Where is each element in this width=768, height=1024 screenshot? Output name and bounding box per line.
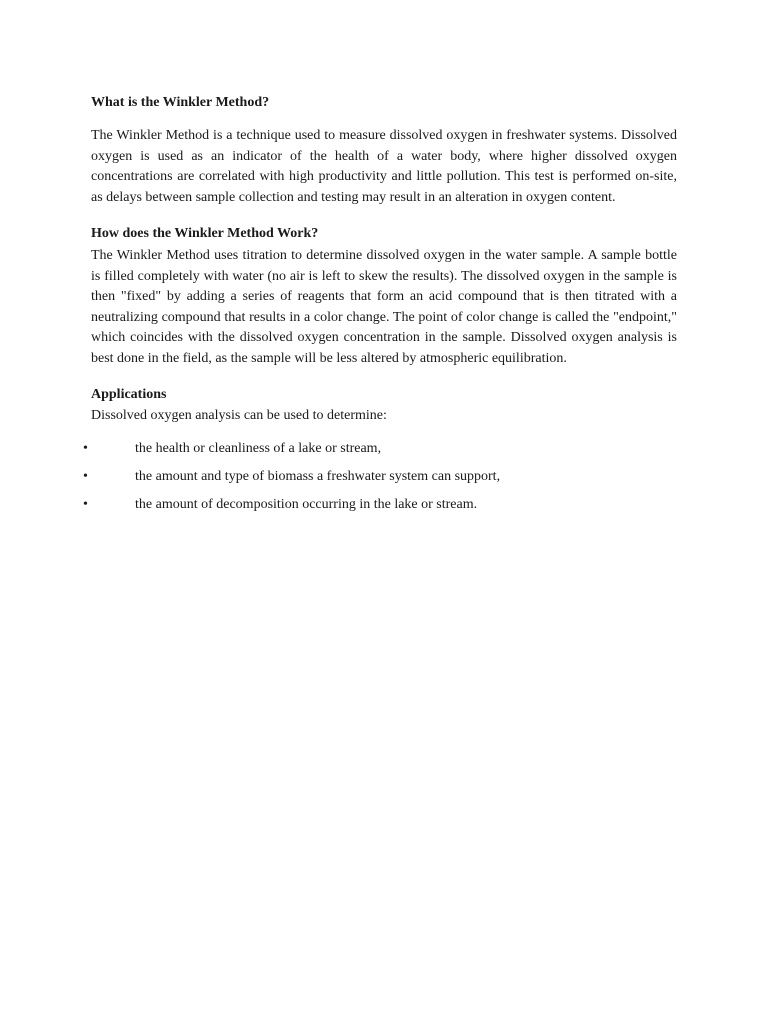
section-heading-what-is: What is the Winkler Method? <box>91 95 270 110</box>
document-page <box>83 93 677 523</box>
section-heading-applications: Applications <box>91 387 167 402</box>
bullet-icon: • <box>83 496 88 512</box>
list-item-text: the amount of decomposition occurring in the lake or stream. <box>135 496 478 512</box>
list-item-text: the health or cleanliness of a lake or stream, <box>135 440 382 456</box>
list-item <box>83 495 677 515</box>
section-body-how-it-works: The Winkler Method uses titration to determine dissolved oxygen in the water sample. A sample bottle is filled completely with water (no air is left to skew the results). The dissolved oxygen in the sample is then "fixed" by adding a series of reagents that form an acid compound that is then titrated with a neutralizing compound that results in a color change. The point of color change is called the "endpoint," which coincides with the dissolved oxygen concentration in the sample. Dissolved oxygen analysis is best done in the field, as the sample will be less altered by atmospheric equilibration. <box>91 248 677 366</box>
section-heading-how-it-works: How does the Winkler Method Work? <box>91 226 319 241</box>
list-item-text: the amount and type of biomass a freshwater system can support, <box>135 468 501 484</box>
list-item <box>83 467 677 487</box>
list-item <box>83 439 677 459</box>
applications-intro: Dissolved oxygen analysis can be used to determine: <box>91 408 387 423</box>
section-body-what-is: The Winkler Method is a technique used to measure dissolved oxygen in freshwater systems. Dissolved oxygen is used as an indicator of the health of a water body, where higher dissolved oxygen concentrations are correlated with high productivity and little pollution. This test is performed on-site, as delays between sample collection and testing may result in an alteration in oxygen content. <box>91 128 677 205</box>
applications-list <box>83 439 677 515</box>
bullet-icon: • <box>83 468 88 484</box>
bullet-icon: • <box>83 440 88 456</box>
